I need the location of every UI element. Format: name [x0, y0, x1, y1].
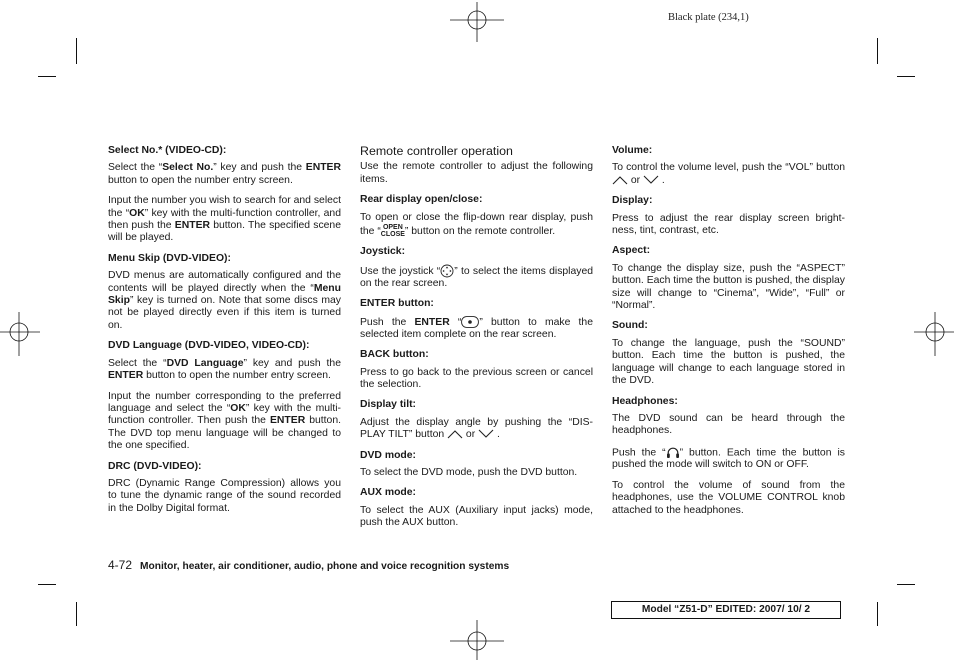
- headphones-icon: [666, 446, 680, 459]
- crop-mark-icon: [38, 76, 56, 77]
- crop-mark-icon: [76, 38, 77, 64]
- chevron-down-icon: [478, 429, 494, 439]
- column-right: [612, 145, 845, 525]
- chevron-up-icon: [612, 175, 628, 185]
- crop-mark-icon: [76, 602, 77, 626]
- drc-heading: DRC (DVD-VIDEO):: [108, 460, 202, 472]
- volume-paragraph: To control the volume level, push the “VOL” button or .: [612, 162, 845, 186]
- registration-mark-icon: [0, 312, 40, 356]
- enter-button-icon: [461, 316, 479, 328]
- model-edition-box: Model “Z51-D” EDITED: 2007/ 10/ 2: [611, 601, 841, 619]
- enter-button-paragraph: Push the ENTER “ ” button to make the selected item complete on the rear screen.: [360, 316, 593, 340]
- back-button-paragraph: Press to go back to the previous screen or cancel the selection.: [360, 366, 593, 390]
- chevron-down-icon: [643, 175, 659, 185]
- back-button-heading: BACK button:: [360, 349, 429, 361]
- sound-heading: Sound:: [612, 320, 648, 332]
- registration-mark-icon: [450, 2, 504, 42]
- page-number: 4-72: [108, 558, 133, 572]
- chapter-title: Monitor, heater, air conditioner, audio, phone and voice recognition systems: [140, 561, 510, 572]
- rear-display-heading: Rear display open/close:: [360, 194, 483, 206]
- intro-paragraph: Use the remote controller to adjust the following items.: [360, 161, 593, 185]
- column-middle: [360, 145, 593, 538]
- headphones-paragraph-1: The DVD sound can be heard through the headphones.: [612, 412, 845, 437]
- display-heading: Display:: [612, 195, 653, 207]
- aspect-heading: Aspect:: [612, 245, 651, 257]
- column-left: [108, 145, 341, 523]
- dvd-language-heading: DVD Language (DVD-VIDEO, VIDEO-CD):: [108, 340, 310, 352]
- joystick-icon: [440, 264, 454, 278]
- rear-display-paragraph: To open or close the flip-down rear display, push the “ OPEN CLOSE” button on the remote controller.: [360, 211, 593, 239]
- display-paragraph: Press to adjust the rear display screen bright-ness, tint, contrast, etc.: [612, 212, 845, 237]
- page-footer: [108, 558, 509, 572]
- headphones-paragraph-3: To control the volume of sound from the headphones, use the VOLUME CONTROL knob attached to the headphones.: [612, 479, 845, 516]
- headphones-paragraph-2: Push the “ ” button. Each time the button is pushed the mode will switch to ON or OFF.: [612, 446, 845, 471]
- crop-mark-icon: [897, 584, 915, 585]
- sound-paragraph: To change the language, push the “SOUND” button. Each time the button is pushed, the language will change to each language stored in the DVD.: [612, 337, 845, 387]
- open-close-button-icon: OPEN CLOSE: [380, 224, 405, 239]
- enter-button-heading: ENTER button:: [360, 298, 434, 310]
- drc-paragraph: DRC (Dynamic Range Compression) allows you to tune the dynamic range of the sound recorded in the Dolby Digital format.: [108, 477, 341, 514]
- plate-label: Black plate (234,1): [668, 12, 749, 23]
- menu-skip-heading: Menu Skip (DVD-VIDEO):: [108, 252, 231, 264]
- joystick-heading: Joystick:: [360, 246, 406, 258]
- display-tilt-paragraph: Adjust the display angle by pushing the “DIS-PLAY TILT” button or .: [360, 416, 593, 441]
- crop-mark-icon: [877, 602, 878, 626]
- crop-mark-icon: [897, 76, 915, 77]
- headphones-heading: Headphones:: [612, 395, 678, 407]
- section-title: Remote controller operation: [360, 144, 513, 158]
- chevron-up-icon: [447, 429, 463, 439]
- display-tilt-heading: Display tilt:: [360, 399, 417, 411]
- registration-mark-icon: [450, 620, 504, 660]
- dvd-mode-heading: DVD mode:: [360, 449, 416, 461]
- select-no-paragraph-2: Input the number you wish to search for and select the “OK” key with the multi-function controller, and then push the ENTER button. The specified scene will be played.: [108, 195, 341, 244]
- aspect-paragraph: To change the display size, push the “ASPECT” button. Each time the button is pushed, the display size will change to “Cinema”, “Wide”, “Full” or “Normal”.: [612, 262, 845, 312]
- dvd-language-paragraph-2: Input the number corresponding to the preferred language and select the “OK” key with the multi-function controller. Then push the ENTER button. The DVD top menu language will be changed to the one specified.: [108, 390, 341, 452]
- select-no-paragraph-1: Select the “Select No.” key and push the ENTER button to open the number entry screen.: [108, 162, 341, 186]
- select-no-heading: Select No.* (VIDEO-CD):: [108, 145, 227, 156]
- aux-mode-paragraph: To select the AUX (Auxiliary input jacks) mode, push the AUX button.: [360, 504, 593, 529]
- joystick-paragraph: Use the joystick “ ” to select the items displayed on the rear screen.: [360, 265, 594, 289]
- crop-mark-icon: [38, 584, 56, 585]
- crop-mark-icon: [877, 38, 878, 64]
- dvd-language-paragraph-1: Select the “DVD Language” key and push the ENTER button to open the number entry screen.: [108, 357, 341, 382]
- menu-skip-paragraph: DVD menus are automatically configured and the contents will be played directly when the “Menu Skip” key is turned on. Note that some discs may not be played directly even if this item is turned on.: [108, 270, 341, 331]
- aux-mode-heading: AUX mode:: [360, 487, 416, 499]
- dvd-mode-paragraph: To select the DVD mode, push the DVD button.: [360, 466, 578, 478]
- volume-heading: Volume:: [612, 145, 653, 156]
- registration-mark-icon: [914, 312, 954, 356]
